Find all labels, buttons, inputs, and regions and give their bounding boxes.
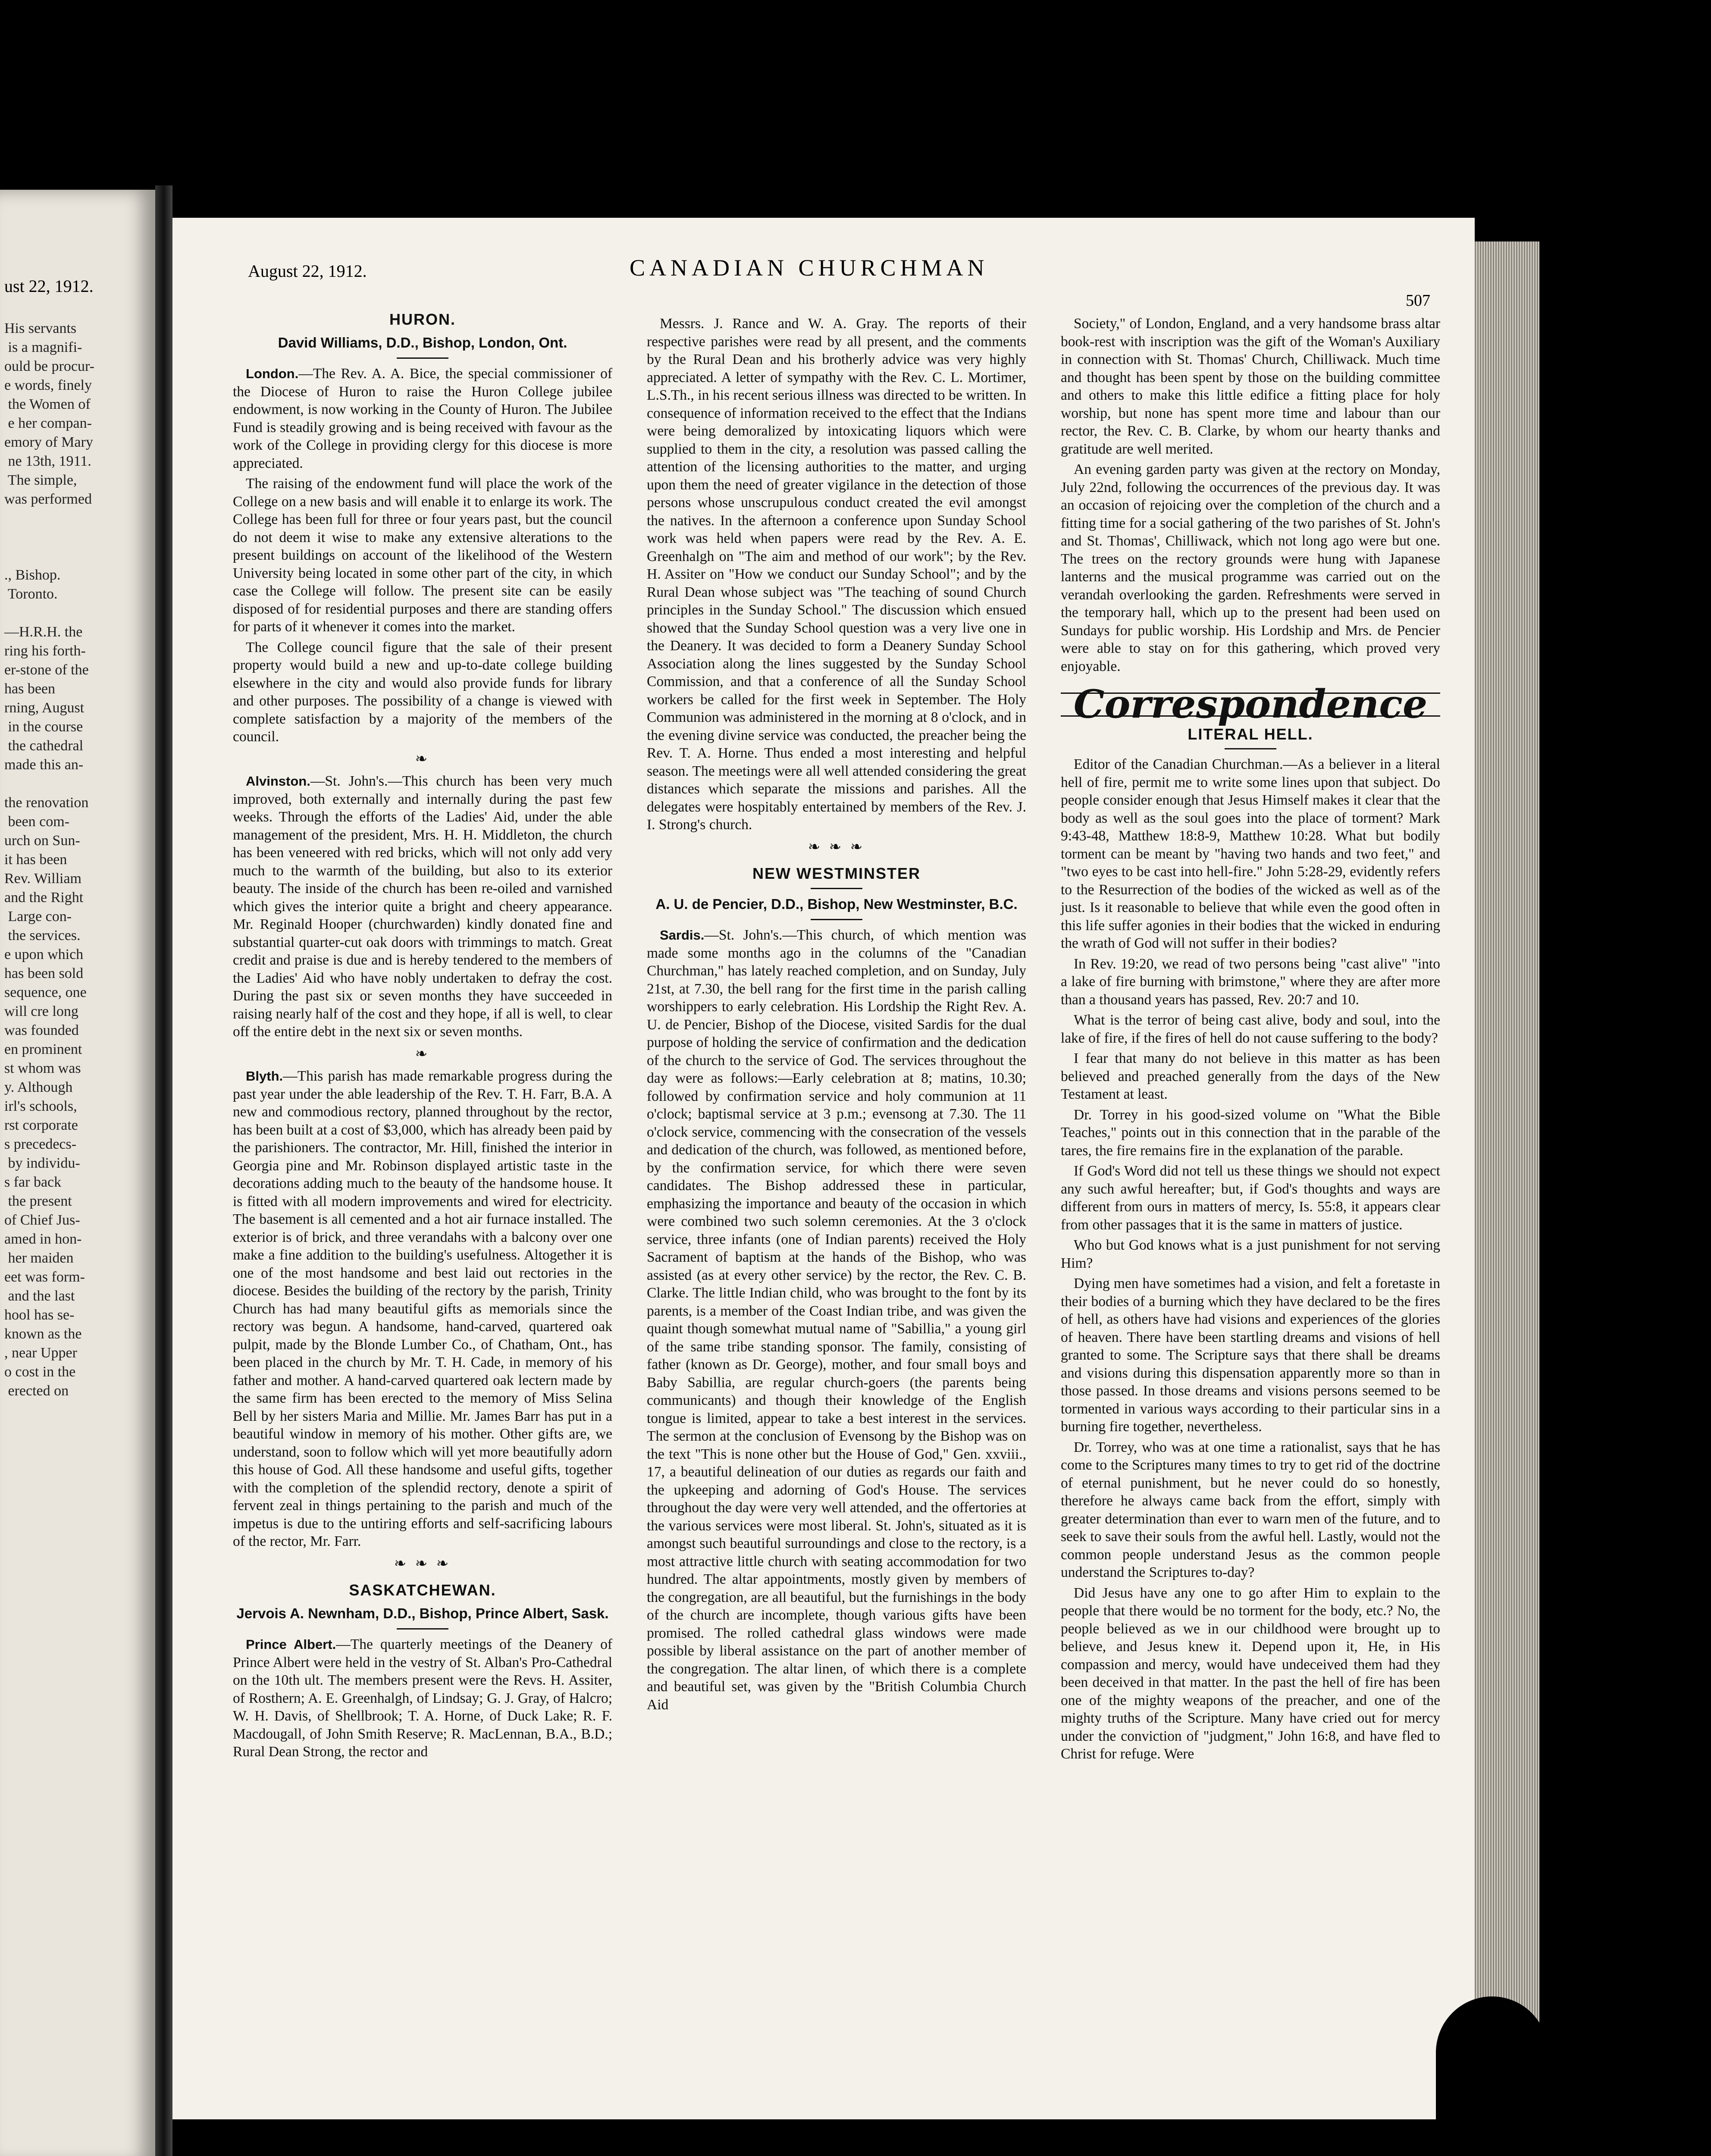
lead-london: London. xyxy=(246,366,299,381)
newspaper-page xyxy=(172,218,1475,2119)
ornament-triple: ❧ ❧ ❧ xyxy=(394,1555,451,1572)
paragraph-blyth xyxy=(233,1067,612,1551)
text-london: —The Rev. A. A. Bice, the special commissioner of the Diocese of Huron to raise the Huron College jubilee endowment, is now working in the County of Huron. The Jubilee Fund is steadily growing and is being received with favour as the work of the College in providing clergy for this diocese is more appreciated. xyxy=(233,366,612,471)
paragraph-london xyxy=(233,365,612,472)
section-subtitle-saskatchewan: Jervois A. Newnham, D.D., Bishop, Prince Albert, Sask. xyxy=(236,1605,609,1621)
paragraph-sardis-cont: Society," of London, England, and a very handsome brass altar book-rest with inscription was the gift of the Woman's Auxiliary in connection with St. Thomas' Church, Chilliwack. Much time and thought has been spent by those on the building committee and others to make this little edifice a fitting place for holy worship, but none has spent more time and labour than our rector, the Rev. C. B. Clarke, by whom our hearty thanks and gratitude are well merited. xyxy=(1061,316,1440,457)
section-subtitle-huron: David Williams, D.D., Bishop, London, Ont. xyxy=(278,334,567,351)
paragraph-prince-albert xyxy=(233,1636,612,1761)
column-3 xyxy=(1061,315,1440,1766)
divider-rule xyxy=(811,919,862,920)
correspondence-heading: Correspondence xyxy=(1061,693,1440,717)
letter-paragraph: Dying men have sometimes had a vision, and felt a foretaste in their bodies of a burning which they have declared to be the fires of hell, as others have had visions and experiences of the glories of heaven. There have been startling dreams and visions of hell granted to some. The Scripture says that there shall be dreams and visions during this dispensation apparently more so than in those passed. In those dreams and visions persons seemed to be tormented in various ways according to their particular sins in a burning fire together, nevertheless. xyxy=(1061,1275,1440,1435)
paragraph-alvinston xyxy=(233,772,612,1041)
page-edges xyxy=(1475,241,1539,2113)
page-number: 507 xyxy=(1406,291,1430,310)
letter-paragraph: If God's Word did not tell us these things we should not expect any such awful hereafter; but, if God's thoughts and ways are different from ours in matters of mercy, Is. 55:8, it appears clear from other passages that it is the same in matters of justice. xyxy=(1061,1163,1440,1233)
paragraph-london-3: The College council figure that the sale of their present property would build a new and up-to-date college building elsewhere in the city and would also provide funds for library and other purposes. The possibility of a change is viewed with complete satisfaction by a majority of the members of the council. xyxy=(233,639,612,745)
section-title-literal-hell: LITERAL HELL. xyxy=(1188,725,1313,743)
header-date: August 22, 1912. xyxy=(248,261,367,281)
section-title-new-westminster: NEW WESTMINSTER xyxy=(752,865,921,882)
lead-blyth: Blyth. xyxy=(246,1069,283,1084)
paragraph-deanery: Messrs. J. Rance and W. A. Gray. The reports of their respective parishes were read by all present, and the comments by the Rural Dean and his brotherly advice was very highly appreciated. A letter of sympathy with the Rev. C. L. Mortimer, L.S.Th., in his recent serious illness was directed to be written. In consequence of information received to the effect that the Indians were being demoralized by intoxicating liquors which were supplied to them in the city, a resolution was passed calling the attention of the licensing authorities to the matter, and urging upon them the need of greater vigilance in the detection of those persons whose unscrupulous conduct created the evil amongst the natives. In the afternoon a conference upon Sunday School work was held when papers were read by the Rev. A. E. Greenhalgh on "The aim and method of our work"; by the Rev. H. Assiter on "How we conduct our Sunday School"; and by the Rural Dean whose subject was "The teaching of sound Church principles in the Sunday School." The discussion which ensued showed that the Sunday School question was a very live one in the Deanery. It was decided to form a Deanery Sunday School Association along the lines suggested by the Sunday School Commission, and that a conference of all the Sunday School workers be called for the first week in September. The Holy Communion was administered in the morning at 8 o'clock, and in the evening divine service was conducted, the preacher being the Rev. T. A. Horne. Thus ended a most interesting and helpful season. The meetings were all well attended considering the great distances which separate the missions and parishes. All the delegates were hospitably entertained by members of the Rev. J. I. Strong's church. xyxy=(647,316,1026,833)
book-gutter xyxy=(155,185,172,2156)
section-title-huron: HURON. xyxy=(389,310,456,328)
text-alvinston: —St. John's.—This church has been very much improved, both externally and internally during the past few weeks. Through the efforts of the Ladies' Aid, under the able management of the president, Mrs. H. H. Middleton, the church has been veneered with red bricks, which will not only add very much to the warmth of the building, but also to its exterior beauty. The inside of the church has been re-oiled and varnished which gives the interior quite a bright and cheery appearance. Mr. Reginald Hooper (churchwarden) kindly donated fine and substantial quarter-cut oak doors with trimmings to match. Great credit and praise is due and is hereby tendered to the members of the Ladies' Aid who have nobly undertaken to defray the cost. During the past six or seven months they have succeeded in raising nearly half of the cost and they hope, if all is well, to clear off the entire debt in the next six or seven months. xyxy=(233,773,613,1040)
paragraph-sardis xyxy=(647,926,1026,1714)
divider-rule xyxy=(397,357,448,359)
section-subtitle-new-westminster: A. U. de Pencier, D.D., Bishop, New Westminster, B.C. xyxy=(655,896,1018,912)
letter-paragraph: Dr. Torrey, who was at one time a rationalist, says that he has come to the Scriptures many times to try to get rid of the doctrine of eternal punishment, but he never could do so honestly, therefore he always came back from the effort, simply with greater determination than ever to warn men of the future, and to seek to save their souls from the awful hell. Lastly, would not the common people understand Jesus as the common people understand the Scriptures to-day? xyxy=(1061,1439,1440,1580)
divider-rule xyxy=(1225,748,1276,749)
column-1 xyxy=(233,302,612,1764)
divider-rule xyxy=(397,1628,448,1630)
ornament: ❧ xyxy=(415,1046,430,1062)
facing-page-fragment xyxy=(0,190,155,2156)
paragraph-london-2: The raising of the endowment fund will place the work of the College on a new basis and will enable it to enlarge its work. The College has been full for three or four years past, but the council do not deem it wise to make any extensive alterations to the present buildings on account of the likelihood of the Western University being located in some other part of the city, in which case the College will follow. The present site can be easily disposed of for residential purposes and there are standing offers for parts of it whenever it comes into the market. xyxy=(233,476,612,635)
thumb-shadow xyxy=(1436,1996,1548,2156)
lead-alvinston: Alvinston. xyxy=(246,774,310,789)
letter-paragraph: Editor of the Canadian Churchman.—As a believer in a literal hell of fire, permit me to write some lines upon that subject. Do people consider enough that Jesus Himself makes it clear that the body as well as the soul goes into the place of torment? Mark 9:43-48, Matthew 18:8-9, Matthew 10:28. What but bodily torment can be meant by "having two hands and two feet," and "two eyes to be cast into hell-fire." John 5:28-29, evidently refers to the Resurrection of the bodies of the wicked as well as of the just. Is it reasonable to believe that while even the good often in this life suffer agonies in their bodies that the wicked in enduring the wrath of God will not suffer in their bodies? xyxy=(1061,756,1440,951)
letter-paragraph: Who but God knows what is a just punishment for not serving Him? xyxy=(1061,1237,1440,1271)
section-title-saskatchewan: SASKATCHEWAN. xyxy=(349,1581,496,1599)
text-prince-albert: —The quarterly meetings of the Deanery of Prince Albert were held in the vestry of St. Alban's Pro-Cathedral on the 10th ult. The members present were the Revs. H. Assiter, of Rosthern; A. E. Greenhalgh, of Lindsay; G. J. Gray, of Halcro; W. H. Davis, of Shellbrook; T. A. Horne, of Duck Lake; R. F. Macdougall, of John Smith Reserve; R. MacLennan, B.A., B.D.; Rural Dean Strong, the rector and xyxy=(233,1636,612,1760)
page-header xyxy=(172,218,1475,310)
facing-page-text: His servants is a magnifi- ould be procur- e words, finely the Women of e her compan- emory of Mary ne 13th, 1911. The simple, was performed ., Bishop. Toronto. —H.R.H. the ring his forth- er-stone of the has been rning, August in the course the cathedral made this an- the renovation been com- urch on Sun- it has been Rev. William and the Right Large con- the services. e upon which has been sold sequence, one will cre long was founded en prominent st whom was y. Although irl's schools, rst corporate s precedecs- by individu- s far back the present of Chief Jus- amed in hon- her maiden eet was form- and the last hool has se- known as the , near Upper o cost in the erected on xyxy=(4,320,94,1399)
text-blyth: —This parish has made remarkable progress during the past year under the able leadership of the Rev. T. H. Farr, B.A. A new and commodious rectory, planned throughout by the rector, has been built at a cost of $3,000, which has already been paid by the parishioners. The contractor, Mr. Hill, finished the interior in Georgia pine and Mr. Robinson displayed artistic taste in the decorations adding much to the beauty of the handsome house. It is fitted with all modern improvements and wired for electricity. The basement is all cemented and a hot air furnace installed. The exterior is of brick, and three verandahs with a balcony over one make a fine addition to the building's usefulness. Altogether it is one of the most handsome and best laid out rectories in the diocese. Besides the building of the rectory by the parish, Trinity Church has had many beautiful gifts as memorials since the rectory was begun. A handsome, hand-carved, quartered oak pulpit, made by the Blonde Lumber Co., of Chatham, Ont., has been placed in the church by Mr. T. H. Cade, in memory of his father and mother. A hand-carved quartered oak lectern made by the same firm has been erected to the memory of Miss Selina Bell by her sisters Maria and Millie. Mr. James Barr has put in a beautiful window in memory of his mother. Other gifts are, we understand, soon to follow which will yet more beautifully adorn this house of God. All these handsome and useful gifts, together with the completion of the splendid rectory, denote a spirit of fervent zeal in things pertaining to the parish and much of the impetus is due to the untiring efforts and self-sacrificing labours of the rector, Mr. Farr. xyxy=(233,1068,612,1549)
column-2 xyxy=(647,315,1026,1716)
lead-prince-albert: Prince Albert. xyxy=(246,1637,336,1652)
paragraph-garden-party: An evening garden party was given at the rectory on Monday, July 22nd, following the occurrences of the previous day. It was an occasion of rejoicing over the completion of the church and a fitting time for a social gathering of the two parishes of St. John's and St. Thomas', Chilliwack, which not long ago were but one. The trees on the rectory grounds were hung with Japanese lanterns and the musical programme was carried out on the verandah overlooking the garden. Refreshments were served in the temporary hall, which up to the present had been used on Sundays for public worship. His Lordship and Mrs. de Pencier were able to stay on for this gathering, which proved very enjoyable. xyxy=(1061,461,1440,674)
letter-paragraph: Did Jesus have any one to go after Him to explain to the people that there would be no torment for the body, etc.? No, the people believed as we in our childhood were brought up to believe, and Jesus knew it. Depend upon it, He, in His compassion and mercy, would have undeceived them had they been deceived in that matter. In the past the hell of fire has been one of the mighty weapons of the preacher, and one of the mighty truths of the Scripture. Many have cried out for mercy under the conviction of "judgment," John 16:8, and have fled to Christ for refuge. Were xyxy=(1061,1585,1440,1762)
ornament: ❧ xyxy=(415,751,430,767)
letter-paragraph: What is the terror of being cast alive, body and soul, into the lake of fire, if the fires of hell do not cause suffering to the body? xyxy=(1061,1012,1440,1046)
masthead-title: CANADIAN CHURCHMAN xyxy=(630,255,989,281)
letter-paragraph: In Rev. 19:20, we read of two persons being "cast alive" "into a lake of fire burning with brimstone," where they are after more than a thousand years has passed, Rev. 20:7 and 10. xyxy=(1061,956,1440,1008)
facing-page-date: ust 22, 1912. xyxy=(4,276,94,296)
text-sardis: —St. John's.—This church, of which mention was made some months ago in the columns of the "Canadian Churchman," has lately reached completion, and on Sunday, July 21st, at 7.30, the bell rang for the first time in the parish calling worshippers to early celebration. His Lordship the Right Rev. A. U. de Pencier, Bishop of the Diocese, visited Sardis for the dual purpose of holding the service of confirmation and the dedication of the church to the service of God. The services throughout the day were as follows:—Early celebration at 8; matins, 10.30; followed by confirmation service and holy communion at 11 o'clock; baptismal service at 3 p.m.; evensong at 7.30. The 11 o'clock service, commencing with the consecration of the vessels and dedication of the church, was followed, as mentioned before, by the confirmation service, for which there were seven candidates. The Bishop addressed these in particular, emphasizing the importance and beauty of the occasion in which were combined two such solemn ceremonies. At the 3 o'clock service, three infants (one of Indian parents) received the Holy Sacrament of baptism at the hands of the Bishop, who was assisted (as at every other service) by the rector, the Rev. C. B. Clarke. The little Indian child, who was brought to the font by its parents, is a member of the Coast Indian tribe, and was given the quaint though somewhat mutual name of "Sabillia," a young girl of the same tribe standing sponsor. The family, consisting of father (known as Dr. George), mother, and four small boys and Baby Sabillia, are regular church-goers (the parents being communicants) and though their knowledge of the English tongue is limited, appear to take a best interest in the services. The sermon at the conclusion of Evensong by the Bishop was on the text "This is none other but the House of God," Gen. xxviii., 17, a beautiful delineation of our duties as regards our faith and the upkeeping and adorning of God's House. The services throughout the day were very well attended, and the offertories at the various services were most liberal. St. John's, situated as it is amongst such beautiful surroundings and close to the rectory, is a most attractive little church with seating accommodation for two hundred. The altar appointments, mostly given by members of the congregation, are all beautiful, but the furnishings in the body of the church are incomplete, though various gifts have been promised. The rolled cathedral glass windows were made possible by liberal assistance on the part of another member of the congregation. The altar linen, of which there is a complete and beautiful set, was given by the "British Columbia Church Aid xyxy=(647,927,1026,1713)
letter-paragraph: Dr. Torrey in his good-sized volume on "What the Bible Teaches," points out in this connection that in the parable of the tares, the fire remains fire in the explanation of the parable. xyxy=(1061,1106,1440,1159)
divider-rule xyxy=(811,888,862,889)
ornament-triple: ❧ ❧ ❧ xyxy=(808,839,865,855)
letter-paragraph: I fear that many do not believe in this matter as has been believed and preached generally from the days of the New Testament at least. xyxy=(1061,1050,1440,1102)
lead-sardis: Sardis. xyxy=(660,928,705,943)
